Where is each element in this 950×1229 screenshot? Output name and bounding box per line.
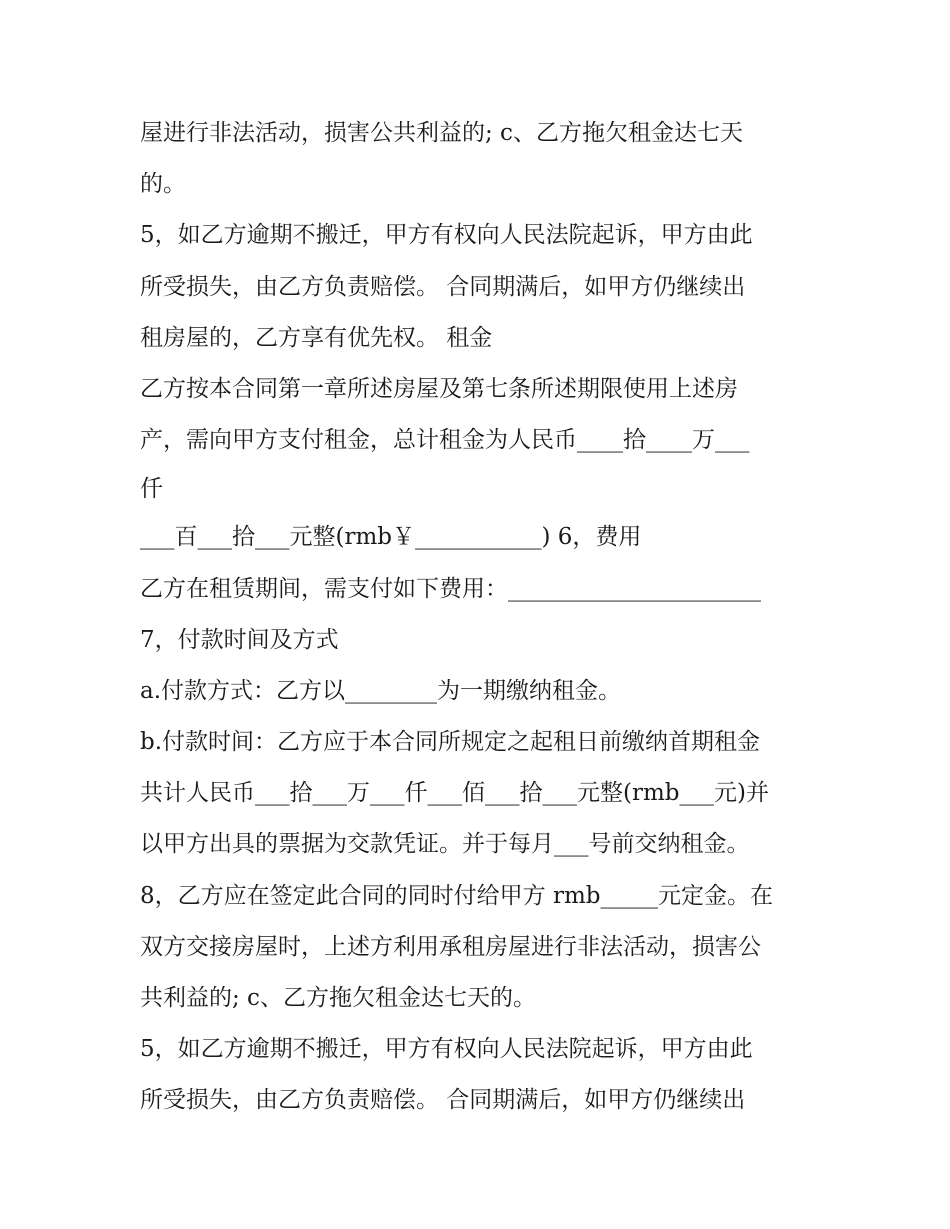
text-line: 所受损失，由乙方负责赔偿。 合同期满后，如甲方仍继续出 xyxy=(140,1087,746,1114)
text-line: 5，如乙方逾期不搬迁，甲方有权向人民法院起诉，甲方由此 xyxy=(140,222,753,249)
text-line: 产，需向甲方支付租金，总计租金为人民币____拾____万___ xyxy=(140,427,750,454)
text-line: 乙方在租赁期间，需支付如下费用：______________________ xyxy=(140,575,761,602)
text-line: ___百___拾___元整(rmb￥___________) 6，费用 xyxy=(140,524,642,551)
text-line: 的。 xyxy=(140,171,186,198)
text-line: 双方交接房屋时，上述方利用承租房屋进行非法活动，损害公 xyxy=(140,933,761,960)
text-line: 5，如乙方逾期不搬迁，甲方有权向人民法院起诉，甲方由此 xyxy=(140,1036,753,1063)
text-line: 7，付款时间及方式 xyxy=(140,626,339,653)
text-line: 租房屋的，乙方享有优先权。 租金 xyxy=(140,324,493,351)
text-line: 屋进行非法活动，损害公共利益的; c、乙方拖欠租金达七天 xyxy=(140,120,743,146)
text-line: 8，乙方应在签定此合同的同时付给甲方 rmb_____元定金。在 xyxy=(140,882,773,909)
text-line: 所受损失，由乙方负责赔偿。 合同期满后，如甲方仍继续出 xyxy=(140,273,746,300)
text-line: b.付款时间：乙方应于本合同所规定之起租日前缴纳首期租金 xyxy=(140,729,761,756)
text-line: 乙方按本合同第一章所述房屋及第七条所述期限使用上述房 xyxy=(140,375,738,402)
contract-text xyxy=(140,108,820,1127)
text-line: 共计人民币___拾___万___仟___佰___拾___元整(rmb___元)并 xyxy=(140,780,769,807)
text-line: 以甲方出具的票据为交款凭证。并于每月___号前交纳租金。 xyxy=(140,831,750,858)
text-line: a.付款方式：乙方以________为一期缴纳租金。 xyxy=(140,677,622,704)
text-line: 共利益的; c、乙方拖欠租金达七天的。 xyxy=(140,985,536,1011)
text-line: 仟 xyxy=(140,476,163,503)
